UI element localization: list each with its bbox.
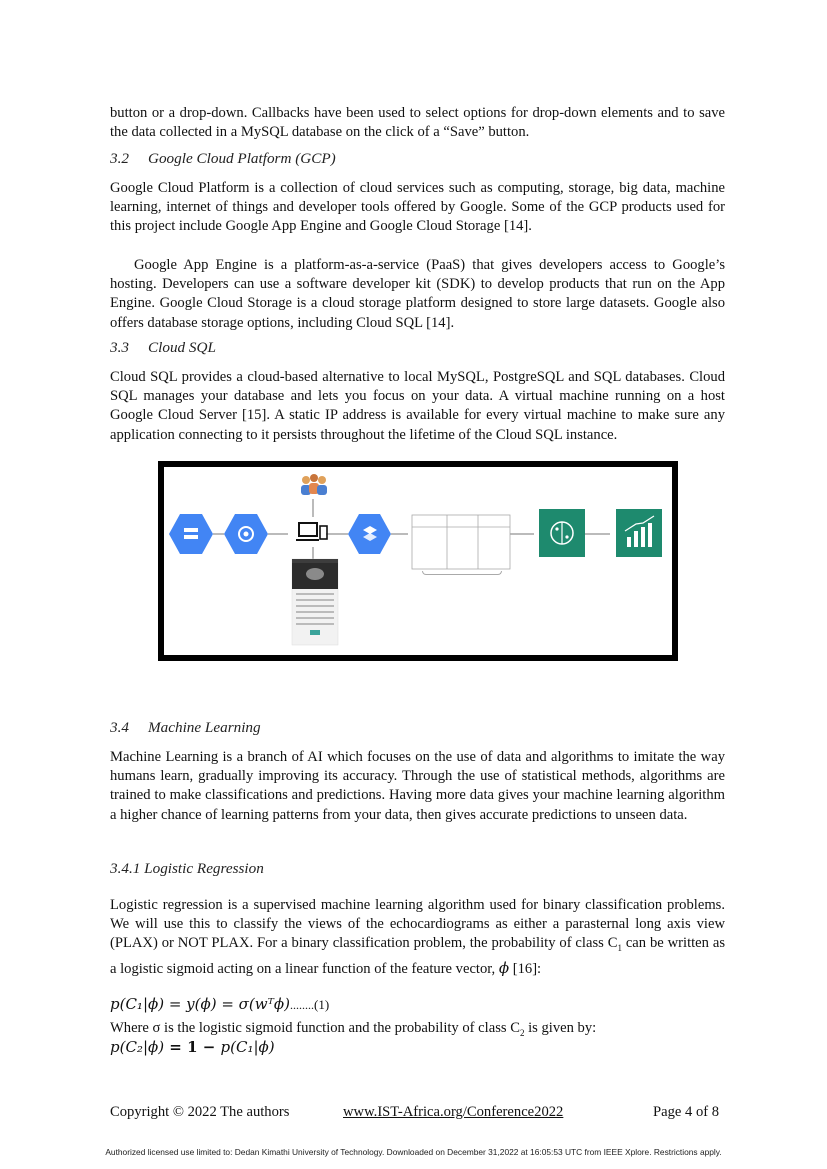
equation-1 [110, 995, 725, 1015]
section-3-4-heading [110, 719, 261, 737]
equation-2-operator: = 1 − [164, 1038, 221, 1056]
gcp-paragraph-2: Google App Engine is a platform-as-a-service (PaaS) that gives developers access to Google’s hosting. Developers can use a software developer kit (SDK) to develop products that run on the App Engine. Google Cloud Storage is a cloud storage platform designed to store large datasets. Google also offers database storage options, including Cloud SQL [14]. [110, 257, 725, 331]
section-title: Machine Learning [148, 719, 261, 736]
text-run: Where σ is the logistic sigmoid function and the probability of class C [110, 1020, 520, 1036]
app-engine-icon [224, 514, 268, 554]
section-3-2-heading [110, 150, 336, 168]
cloud-storage-icon [169, 514, 213, 554]
section-number: 3.3 [110, 339, 129, 356]
intro-paragraph: button or a drop-down. Callbacks have been used to select options for drop-down elements and to save the data collected in a MySQL database on the click of a “Save” button. [110, 105, 725, 141]
logistic-paragraph [110, 896, 725, 979]
section-number: 3.4 [110, 719, 129, 736]
architecture-diagram [164, 467, 672, 655]
subscript: 1 [617, 943, 622, 954]
text-run: can be written as a logistic sigmoid acting on a linear function of the feature vector, [110, 935, 725, 977]
architecture-figure [158, 461, 678, 661]
section-title: Cloud SQL [148, 339, 216, 356]
ml-paragraph: Machine Learning is a branch of AI which focuses on the use of data and algorithms to imitate the way humans learn, gradually improving its accuracy. Through the use of statistical methods, algorithms are trained to make classifications and predictions. Having more data gives your machine learning algorithm a higher chance of learning patterns from your data, then gives accurate predictions to unseen data. [110, 749, 725, 823]
authorization-notice: Authorized licensed use limited to: Dedan Kimathi University of Technology. Downloaded on December 31,2022 at 16:05:53 UTC from IEEE Xplore. Restrictions apply. [105, 1147, 722, 1157]
equation-2-rhs: p(C₁|ϕ) [220, 1038, 275, 1056]
device-icon [296, 523, 327, 540]
gcp-paragraph-1: Google Cloud Platform is a collection of cloud services such as computing, storage, big data, machine learning, internet of things and developer tools offered by Google. Some of the GCP products used for this project include Google App Engine and Google Cloud Storage [14]. [110, 180, 725, 235]
section-number: 3.2 [110, 150, 129, 167]
label-csv [422, 571, 502, 575]
webapp-screenshot [292, 559, 338, 645]
equation-dots: ........ [290, 998, 314, 1012]
text-run: Logistic regression is a supervised machine learning algorithm used for binary classification problems. We will use this to classify the views of the echocardiograms as either a parasternal long axis view (PLAX) or NOT PLAX. For a binary classification problem, the probability of class C [110, 897, 725, 952]
section-3-3-heading [110, 339, 216, 357]
phi-symbol: ϕ [498, 958, 510, 977]
equation-2-lhs: p(C₂|ϕ) [110, 1038, 165, 1056]
equation-2 [110, 1038, 725, 1058]
cloudsql-paragraph: Cloud SQL provides a cloud-based alternative to local MySQL, PostgreSQL and SQL databases. Cloud SQL manages your database and lets you focus on your data. A virtual machine running on a host Google Cloud Server [15]. A static IP address is available for every virtual machine to make sure any application connecting to it persists throughout the lifetime of the Cloud SQL instance. [110, 369, 725, 443]
predictions-chart-icon [616, 509, 662, 557]
text-run: is given by: [524, 1020, 597, 1036]
section-3-4-1-heading: 3.4.1 Logistic Regression [110, 860, 264, 877]
cloud-sql-icon [348, 514, 391, 554]
machine-learning-icon [539, 509, 585, 557]
subscript: 2 [519, 1027, 525, 1038]
footer-url-link[interactable]: www.IST-Africa.org/Conference2022 [343, 1104, 564, 1120]
footer-page-number: Page 4 of 8 [653, 1104, 720, 1120]
equation-1-math: p(C₁|ϕ) = y(ϕ) = σ(wᵀϕ) [110, 995, 290, 1013]
csv-table [412, 515, 510, 569]
users-icon [301, 474, 327, 495]
equation-number: (1) [314, 997, 330, 1012]
footer-copyright: Copyright © 2022 The authors [110, 1104, 290, 1120]
section-title: Google Cloud Platform (GCP) [148, 150, 336, 167]
citation: [16]: [509, 960, 542, 977]
